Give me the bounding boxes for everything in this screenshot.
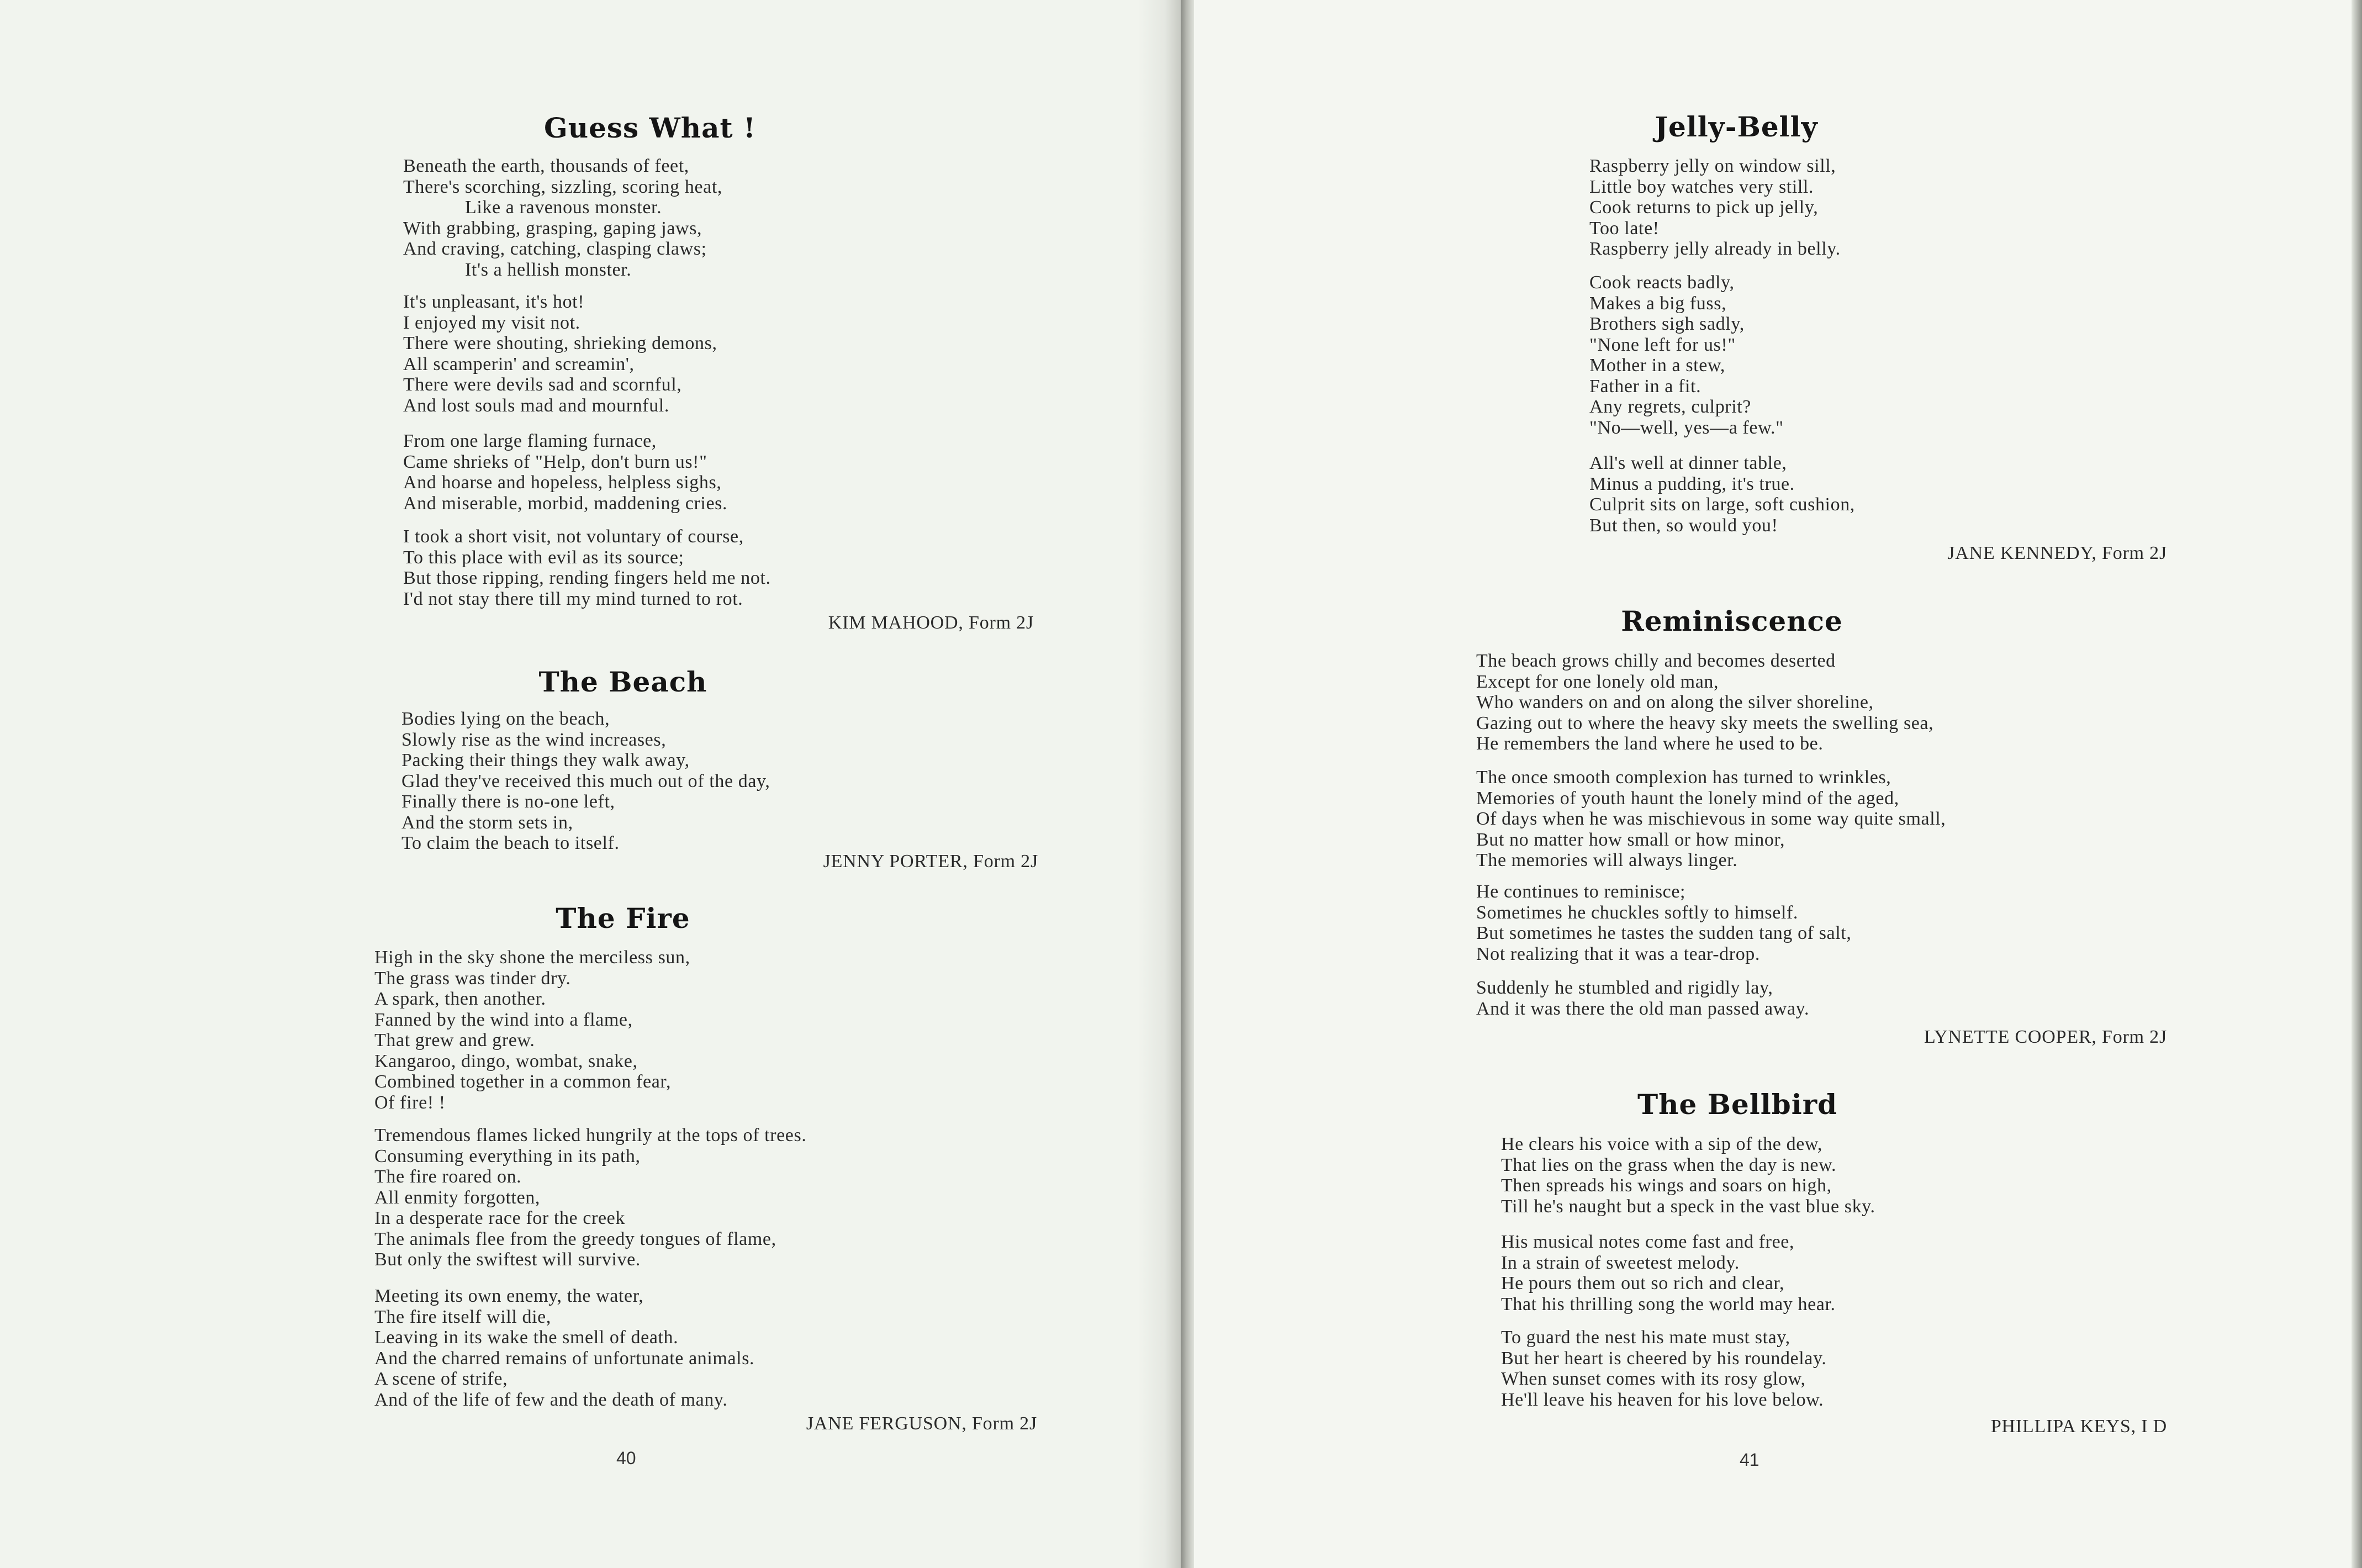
- poem-line: High in the sky shone the merciless sun,: [374, 947, 690, 968]
- poem-line: The once smooth complexion has turned to wrinkles,: [1476, 767, 1891, 788]
- poem-line: A spark, then another.: [374, 989, 546, 1009]
- left-poem-author: JENNY PORTER, Form 2J: [823, 851, 1038, 872]
- right-poem-stanza: [1501, 1232, 1836, 1314]
- poem-line: Packing their things they walk away,: [401, 750, 690, 770]
- left-poem-stanza: [401, 709, 770, 854]
- poem-line: When sunset comes with its rosy glow,: [1501, 1369, 1806, 1389]
- poem-line: Kangaroo, dingo, wombat, snake,: [374, 1050, 638, 1071]
- poem-line: "No—well, yes—a few.": [1589, 417, 1784, 438]
- poem-line: Bodies lying on the beach,: [401, 709, 610, 729]
- poem-line: Any regrets, culprit?: [1589, 397, 1752, 417]
- poem-line: Raspberry jelly on window sill,: [1589, 156, 1836, 176]
- right-poem-author: JANE KENNEDY, Form 2J: [1947, 543, 2167, 563]
- poem-line: But only the swiftest will survive.: [374, 1249, 641, 1270]
- poem-line: "None left for us!": [1589, 334, 1736, 355]
- poem-line: Combined together in a common fear,: [374, 1071, 672, 1092]
- book-gutter-shadow: [1138, 0, 1187, 1568]
- poem-line: The fire roared on.: [374, 1166, 522, 1187]
- poem-line: But no matter how small or how minor,: [1476, 829, 1785, 850]
- poem-line: Mother in a stew,: [1589, 355, 1725, 376]
- poem-line: Finally there is no-one left,: [401, 791, 615, 812]
- poem-line: The beach grows chilly and becomes deserted: [1476, 651, 1836, 671]
- poem-line: The fire itself will die,: [374, 1306, 551, 1327]
- poem-line: Tremendous flames licked hungrily at the tops of trees.: [374, 1125, 807, 1145]
- poem-line: He'll leave his heaven for his love below.: [1501, 1389, 1824, 1410]
- poem-line: Meeting its own enemy, the water,: [374, 1286, 644, 1306]
- right-poem-title: Jelly-Belly: [1655, 110, 1818, 143]
- poem-line: And of the life of few and the death of many.: [374, 1389, 728, 1410]
- poem-line: The animals flee from the greedy tongues of flame,: [374, 1228, 776, 1249]
- right-poem-stanza: [1589, 453, 1855, 536]
- left-poem-title: The Fire: [556, 902, 690, 935]
- right-poem-stanza: [1476, 651, 1933, 754]
- poem-line: Not realizing that it was a tear-drop.: [1476, 943, 1760, 964]
- poem-line: Fanned by the wind into a flame,: [374, 1009, 633, 1030]
- left-poem-title: The Beach: [538, 666, 707, 698]
- poem-line: Came shrieks of "Help, don't burn us!": [403, 451, 707, 472]
- poem-line: And lost souls mad and mournful.: [403, 395, 669, 416]
- poem-line: There's scorching, sizzling, scoring heat,: [403, 176, 722, 197]
- poem-line: And miserable, morbid, maddening cries.: [403, 493, 728, 514]
- poem-line: Till he's naught but a speck in the vast blue sky.: [1501, 1196, 1875, 1217]
- poem-line: I took a short visit, not voluntary of course,: [403, 526, 744, 547]
- poem-line: Of fire! !: [374, 1092, 446, 1113]
- poem-line: That grew and grew.: [374, 1030, 535, 1050]
- left-poem-stanza: [403, 526, 771, 609]
- poem-line: Who wanders on and on along the silver shoreline,: [1476, 692, 1874, 712]
- page-edge-shadow: [2352, 0, 2362, 1568]
- poem-line: All enmity forgotten,: [374, 1187, 540, 1208]
- poem-line: But those ripping, rending fingers held me not.: [403, 568, 771, 588]
- right-poem-stanza: [1501, 1327, 1826, 1410]
- right-poem-stanza: [1501, 1134, 1875, 1217]
- poem-line: But sometimes he tastes the sudden tang of salt,: [1476, 923, 1852, 943]
- poem-line: That lies on the grass when the day is new.: [1501, 1154, 1837, 1175]
- poem-line: It's a hellish monster.: [465, 259, 632, 280]
- right-poem-stanza: [1476, 881, 1851, 964]
- poem-line: Consuming everything in its path,: [374, 1145, 641, 1166]
- poem-line: It's unpleasant, it's hot!: [403, 292, 585, 312]
- poem-line: In a desperate race for the creek: [374, 1208, 625, 1228]
- poem-line: To guard the nest his mate must stay,: [1501, 1327, 1790, 1348]
- poem-line: And hoarse and hopeless, helpless sighs,: [403, 472, 722, 493]
- poem-line: From one large flaming furnace,: [403, 431, 657, 451]
- poem-line: He remembers the land where he used to be.: [1476, 733, 1824, 754]
- poem-line: There were shouting, shrieking demons,: [403, 333, 717, 353]
- poem-line: All scamperin' and screamin',: [403, 353, 635, 374]
- poem-line: To claim the beach to itself.: [401, 833, 620, 853]
- poem-line: Little boy watches very still.: [1589, 176, 1814, 197]
- poem-line: To this place with evil as its source;: [403, 547, 684, 568]
- right-poem-stanza: [1476, 978, 1809, 1019]
- left-poem-author: KIM MAHOOD, Form 2J: [828, 613, 1034, 633]
- poem-line: Glad they've received this much out of the day,: [401, 770, 770, 791]
- left-poem-stanza: [374, 1125, 806, 1270]
- poem-line: I enjoyed my visit not.: [403, 312, 580, 333]
- left-poem-stanza: [374, 947, 690, 1113]
- poem-line: I'd not stay there till my mind turned to rot.: [403, 588, 743, 609]
- poem-line: He continues to reminisce;: [1476, 881, 1686, 902]
- poem-line: But then, so would you!: [1589, 515, 1778, 536]
- right-poem-stanza: [1476, 767, 1946, 871]
- poem-line: Makes a big fuss,: [1589, 293, 1727, 314]
- poem-line: And craving, catching, clasping claws;: [403, 239, 707, 259]
- poem-line: Brothers sigh sadly,: [1589, 314, 1745, 334]
- poem-line: A scene of strife,: [374, 1369, 508, 1389]
- poem-line: Raspberry jelly already in belly.: [1589, 239, 1841, 259]
- poem-line: With grabbing, grasping, gaping jaws,: [403, 218, 702, 239]
- right-poem-author: PHILLIPA KEYS, I D: [1990, 1416, 2167, 1437]
- poem-line: But her heart is cheered by his roundelay.: [1501, 1348, 1827, 1369]
- right-poem-stanza: [1589, 272, 1784, 438]
- left-page-number: 40: [616, 1448, 636, 1468]
- left-poem-stanza: [403, 431, 727, 514]
- poem-line: And the storm sets in,: [401, 812, 573, 833]
- right-poem-title: The Bellbird: [1637, 1088, 1838, 1121]
- poem-line: Of days when he was mischievous in some way quite small,: [1476, 809, 1946, 829]
- right-page-number: 41: [1740, 1450, 1759, 1470]
- poem-line: Sometimes he chuckles softly to himself.: [1476, 902, 1799, 923]
- poem-line: Slowly rise as the wind increases,: [401, 729, 667, 750]
- poem-line: He pours them out so rich and clear,: [1501, 1273, 1785, 1294]
- left-poem-stanza: [403, 292, 717, 416]
- left-poem-stanza: [374, 1286, 754, 1410]
- poem-line: Except for one lonely old man,: [1476, 671, 1719, 692]
- poem-line: All's well at dinner table,: [1589, 453, 1787, 473]
- poem-line: Then spreads his wings and soars on high,: [1501, 1175, 1832, 1196]
- left-poem-author: JANE FERGUSON, Form 2J: [806, 1413, 1037, 1434]
- poem-line: And the charred remains of unfortunate animals.: [374, 1348, 755, 1369]
- poem-line: The memories will always linger.: [1476, 850, 1738, 870]
- poem-line: His musical notes come fast and free,: [1501, 1232, 1795, 1252]
- poem-line: Father in a fit.: [1589, 376, 1702, 397]
- right-poem-author: LYNETTE COOPER, Form 2J: [1924, 1027, 2167, 1047]
- poem-line: Gazing out to where the heavy sky meets the swelling sea,: [1476, 712, 1934, 733]
- left-poem-stanza: [403, 156, 722, 280]
- poem-line: Cook returns to pick up jelly,: [1589, 197, 1819, 218]
- left-poem-title: Guess What !: [544, 112, 756, 144]
- poem-line: The grass was tinder dry.: [374, 968, 571, 989]
- poem-line: In a strain of sweetest melody.: [1501, 1252, 1740, 1273]
- poem-line: Cook reacts badly,: [1589, 272, 1735, 293]
- poem-line: Leaving in its wake the smell of death.: [374, 1327, 679, 1348]
- poem-line: Culprit sits on large, soft cushion,: [1589, 494, 1855, 515]
- poem-line: Too late!: [1589, 218, 1660, 239]
- right-poem-title: Reminiscence: [1621, 605, 1843, 637]
- book-spine: [1181, 0, 1194, 1568]
- poem-line: There were devils sad and scornful,: [403, 374, 682, 395]
- poem-line: Like a ravenous monster.: [465, 197, 662, 218]
- poem-line: Memories of youth haunt the lonely mind of the aged,: [1476, 788, 1899, 809]
- poem-line: Beneath the earth, thousands of feet,: [403, 156, 689, 176]
- poem-line: That his thrilling song the world may hear.: [1501, 1294, 1836, 1314]
- poem-line: He clears his voice with a sip of the dew,: [1501, 1134, 1822, 1154]
- poem-line: Suddenly he stumbled and rigidly lay,: [1476, 978, 1773, 998]
- poem-line: And it was there the old man passed away.: [1476, 998, 1810, 1019]
- poem-line: Minus a pudding, it's true.: [1589, 473, 1795, 494]
- right-poem-stanza: [1589, 156, 1841, 260]
